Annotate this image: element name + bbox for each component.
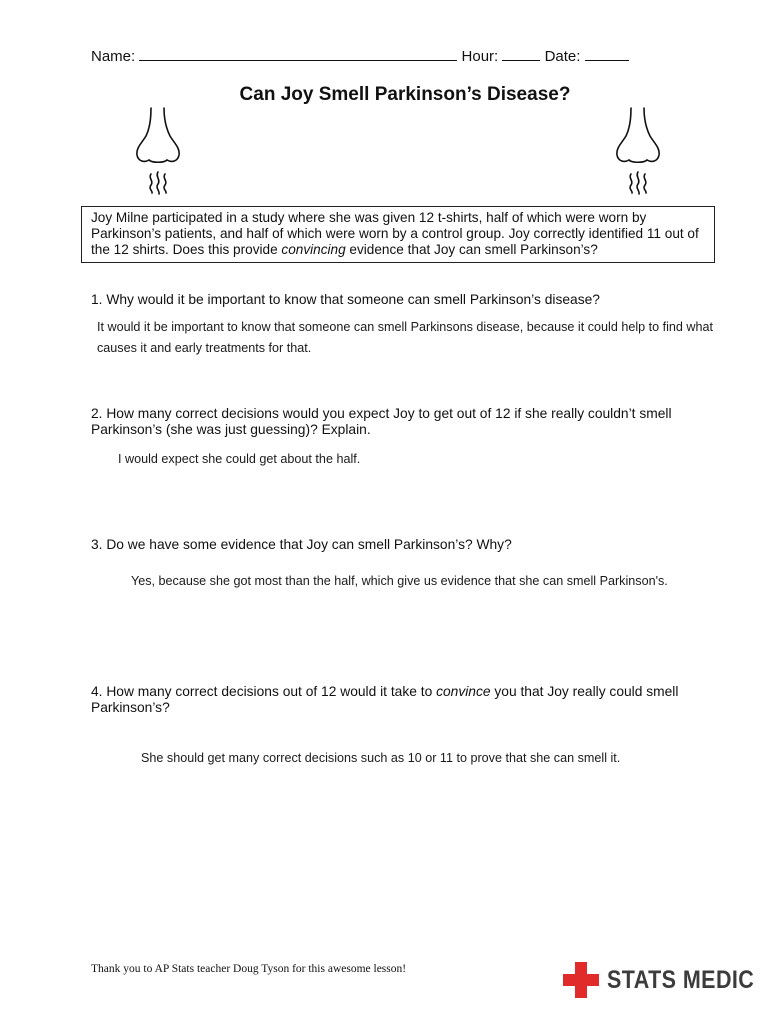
hour-label: Hour:: [461, 48, 499, 65]
brand-name: STATS MEDIC: [607, 965, 755, 994]
credit-line: Thank you to AP Stats teacher Doug Tyson for this awesome lesson!: [91, 963, 407, 975]
date-label: Date:: [544, 48, 581, 65]
question-4-text: 4. How many correct decisions out of 12 would it take to: [91, 684, 437, 699]
question-4-text-end: you that Joy really could smell Parkinson’s?: [91, 684, 679, 715]
answer-4: She should get many correct decisions such as 10 or 11 to prove that she can smell it.: [141, 751, 621, 765]
story-box: [81, 206, 715, 263]
red-cross-icon: [563, 962, 599, 998]
question-1: 1. Why would it be important to know that someone can smell Parkinson’s disease?: [91, 292, 600, 307]
name-label: Name:: [91, 48, 136, 65]
header-fields: [91, 46, 629, 65]
answer-3: Yes, because she got most than the half, which give us evidence that she can smell Parkinson's.: [131, 574, 668, 588]
question-4-emphasis: convince: [436, 684, 491, 699]
story-emphasis: convincing: [281, 242, 346, 257]
answer-2: I would expect she could get about the half.: [118, 452, 361, 466]
name-blank[interactable]: [139, 46, 457, 61]
hour-blank[interactable]: [502, 46, 540, 61]
nose-smell-icon: [586, 100, 686, 200]
story-text: Joy Milne participated in a study where she was given 12 t-shirts, half of which were worn by Parkinson’s patients, and half of which were worn by a control group. Joy correctly identified 11 out of the 12 shirts. Does this provide: [91, 210, 699, 257]
date-blank[interactable]: [585, 46, 629, 61]
page-title: Can Joy Smell Parkinson’s Disease?: [239, 84, 571, 105]
question-3: 3. Do we have some evidence that Joy can smell Parkinson’s? Why?: [91, 537, 512, 552]
story-text-end: evidence that Joy can smell Parkinson’s?: [345, 242, 598, 257]
question-4: [91, 684, 691, 716]
nose-smell-icon: [106, 100, 206, 200]
stats-medic-logo: [563, 962, 768, 998]
question-2: 2. How many correct decisions would you expect Joy to get out of 12 if she really couldn’t smell Parkinson’s (she was just guessing)? Explain.: [91, 406, 672, 437]
answer-1: It would it be important to know that someone can smell Parkinsons disease, because it could help to find what causes it and early treatments for that.: [97, 320, 714, 355]
